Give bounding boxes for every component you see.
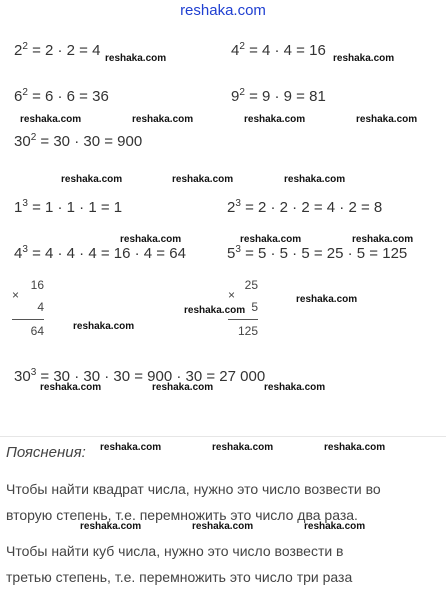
watermark: reshaka.com [304,521,366,532]
watermark: reshaka.com [284,174,346,185]
equation-2-cubed: $2^3 = 2 \cdot 2 \cdot 2 = 4 \cdot 2 = 8$ [227,198,383,216]
watermark: reshaka.com [352,234,414,245]
site-title: reshaka.com [180,2,266,19]
equation-30-cubed: $30^3 = 30 \cdot 30 \cdot 30 = 900 \cdot 30 = 27$ 000 [14,367,266,385]
equation-2-squared: $2^2 = 2 \cdot 2 = 4$ [14,41,101,59]
equation-9-squared: $9^2 = 9 \cdot 9 = 81$ [231,87,326,105]
equation-4-cubed: $4^3 = 4 \cdot 4 \cdot 4 = 16 \cdot 4 = 64$ [14,244,186,262]
underline [12,319,44,320]
watermark: reshaka.com [240,234,302,245]
watermark: reshaka.com [244,114,306,125]
explanation-heading: Пояснения: [6,444,86,461]
section-divider [0,436,446,437]
multiplicand: 16 [30,278,44,292]
watermark: reshaka.com [73,321,135,332]
watermark: reshaka.com [172,174,234,185]
watermark: reshaka.com [80,521,142,532]
explanation-line-4: третью степень, т.е. перемножить это число три раза [6,569,353,585]
explanation-line-3: Чтобы найти куб числа, нужно это число возвести в [6,543,344,559]
column-multiplication-16-by-4 [12,278,44,340]
watermark: reshaka.com [192,521,254,532]
watermark: reshaka.com [100,442,162,453]
watermark: reshaka.com [296,294,358,305]
watermark: reshaka.com [105,53,167,64]
multiplier: 5 [251,300,258,314]
multiply-sign: × [228,288,236,302]
equation-4-squared: $4^2 = 4 \cdot 4 = 16$ [231,41,326,59]
watermark: reshaka.com [333,53,395,64]
product: 64 [30,324,44,338]
multiplier: 4 [37,300,44,314]
watermark: reshaka.com [264,382,326,393]
explanation-line-1: Чтобы найти квадрат числа, нужно это число возвести во [6,481,381,497]
product: 125 [237,324,258,338]
watermark: reshaka.com [40,382,102,393]
watermark: reshaka.com [152,382,214,393]
multiply-sign: × [12,288,20,302]
multiplicand: 25 [244,278,258,292]
watermark: reshaka.com [356,114,418,125]
watermark: reshaka.com [120,234,182,245]
watermark: reshaka.com [61,174,123,185]
watermark: reshaka.com [132,114,194,125]
equation-30-squared: $30^2 = 30 \cdot 30 = 900$ [14,132,143,150]
underline [228,319,258,320]
equation-6-squared: $6^2 = 6 \cdot 6 = 36$ [14,87,109,105]
equation-5-cubed: $5^3 = 5 \cdot 5 \cdot 5 = 25 \cdot 5 = 125$ [227,244,408,262]
watermark: reshaka.com [20,114,82,125]
equation-1-cubed: $1^3 = 1 \cdot 1 \cdot 1 = 1$ [14,198,123,216]
watermark: reshaka.com [184,305,246,316]
watermark: reshaka.com [324,442,386,453]
explanation-line-2: вторую степень, т.е. перемножить это число два раза. [6,507,358,523]
watermark: reshaka.com [212,442,274,453]
